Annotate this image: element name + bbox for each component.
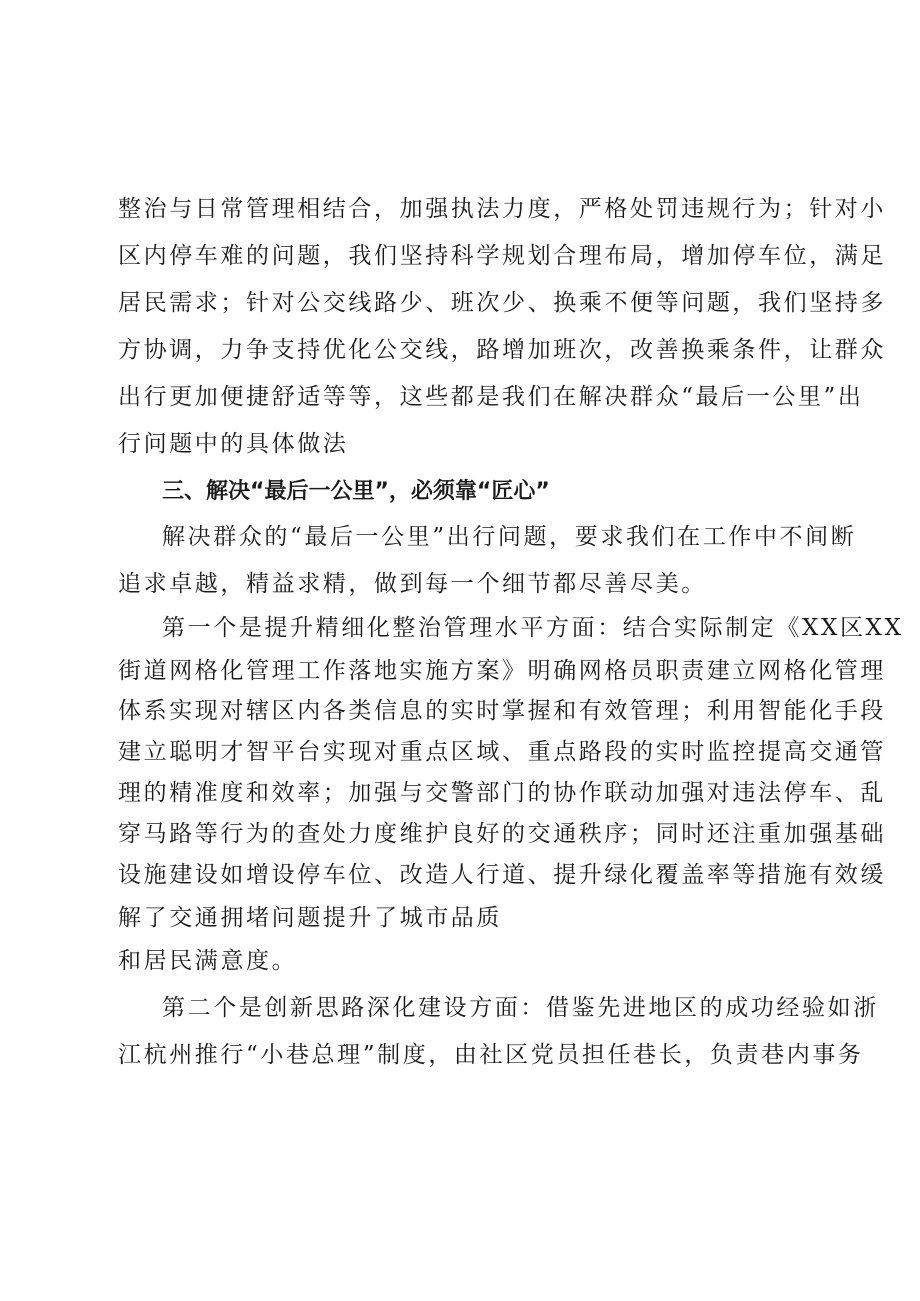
body-text-line: 体系实现对辖区内各类信息的实时掌握和有效管理；利用智能化手段 bbox=[118, 698, 886, 724]
body-text-line: 设施建设如增设停车位、改造人行道、提升绿化覆盖率等措施有效缓 bbox=[118, 862, 886, 888]
body-text-line: 和居民满意度。 bbox=[118, 948, 298, 974]
body-text-line: 第二个是创新思路深化建设方面：借鉴先进地区的成功经验如浙 bbox=[162, 995, 879, 1021]
section-heading: 三、解决“最后一公里”，必须靠“匠心” bbox=[162, 479, 550, 504]
body-text-line: 建立聪明才智平台实现对重点区域、重点路段的实时监控提高交通管 bbox=[118, 739, 886, 765]
body-text-line: 理的精准度和效率；加强与交警部门的协作联动加强对违法停车、乱 bbox=[118, 780, 886, 806]
body-text-line: 江杭州推行“小巷总理”制度，由社区党员担任巷长，负责巷内事务 bbox=[118, 1042, 864, 1068]
body-text-line: 区内停车难的问题，我们坚持科学规划合理布局，增加停车位，满足 bbox=[118, 243, 886, 269]
body-text-line: 行问题中的具体做法 bbox=[118, 431, 349, 457]
body-text-line: 解了交通拥堵问题提升了城市品质 bbox=[118, 905, 502, 931]
body-text-line: 整治与日常管理相结合，加强执法力度，严格处罚违规行为；针对小 bbox=[118, 196, 886, 222]
body-text-line: 穿马路等行为的查处力度维护良好的交通秩序；同时还注重加强基础 bbox=[118, 821, 886, 847]
body-text-line: 居民需求；针对公交线路少、班次少、换乘不便等问题，我们坚持多 bbox=[118, 290, 886, 316]
body-text-line: 方协调，力争支持优化公交线，路增加班次，改善换乘条件，让群众 bbox=[118, 337, 886, 363]
body-text-line: 第一个是提升精细化整治管理水平方面：结合实际制定《XX区XX bbox=[162, 615, 904, 641]
body-text-line: 追求卓越，精益求精，做到每一个细节都尽善尽美。 bbox=[118, 571, 707, 597]
body-text-line: 解决群众的“最后一公里”出行问题，要求我们在工作中不间断 bbox=[162, 524, 857, 550]
body-text-line: 街道网格化管理工作落地实施方案》明确网格员职责建立网格化管理 bbox=[118, 658, 886, 684]
body-text-line: 出行更加便捷舒适等等，这些都是我们在解决群众“最后一公里”出 bbox=[118, 384, 864, 410]
